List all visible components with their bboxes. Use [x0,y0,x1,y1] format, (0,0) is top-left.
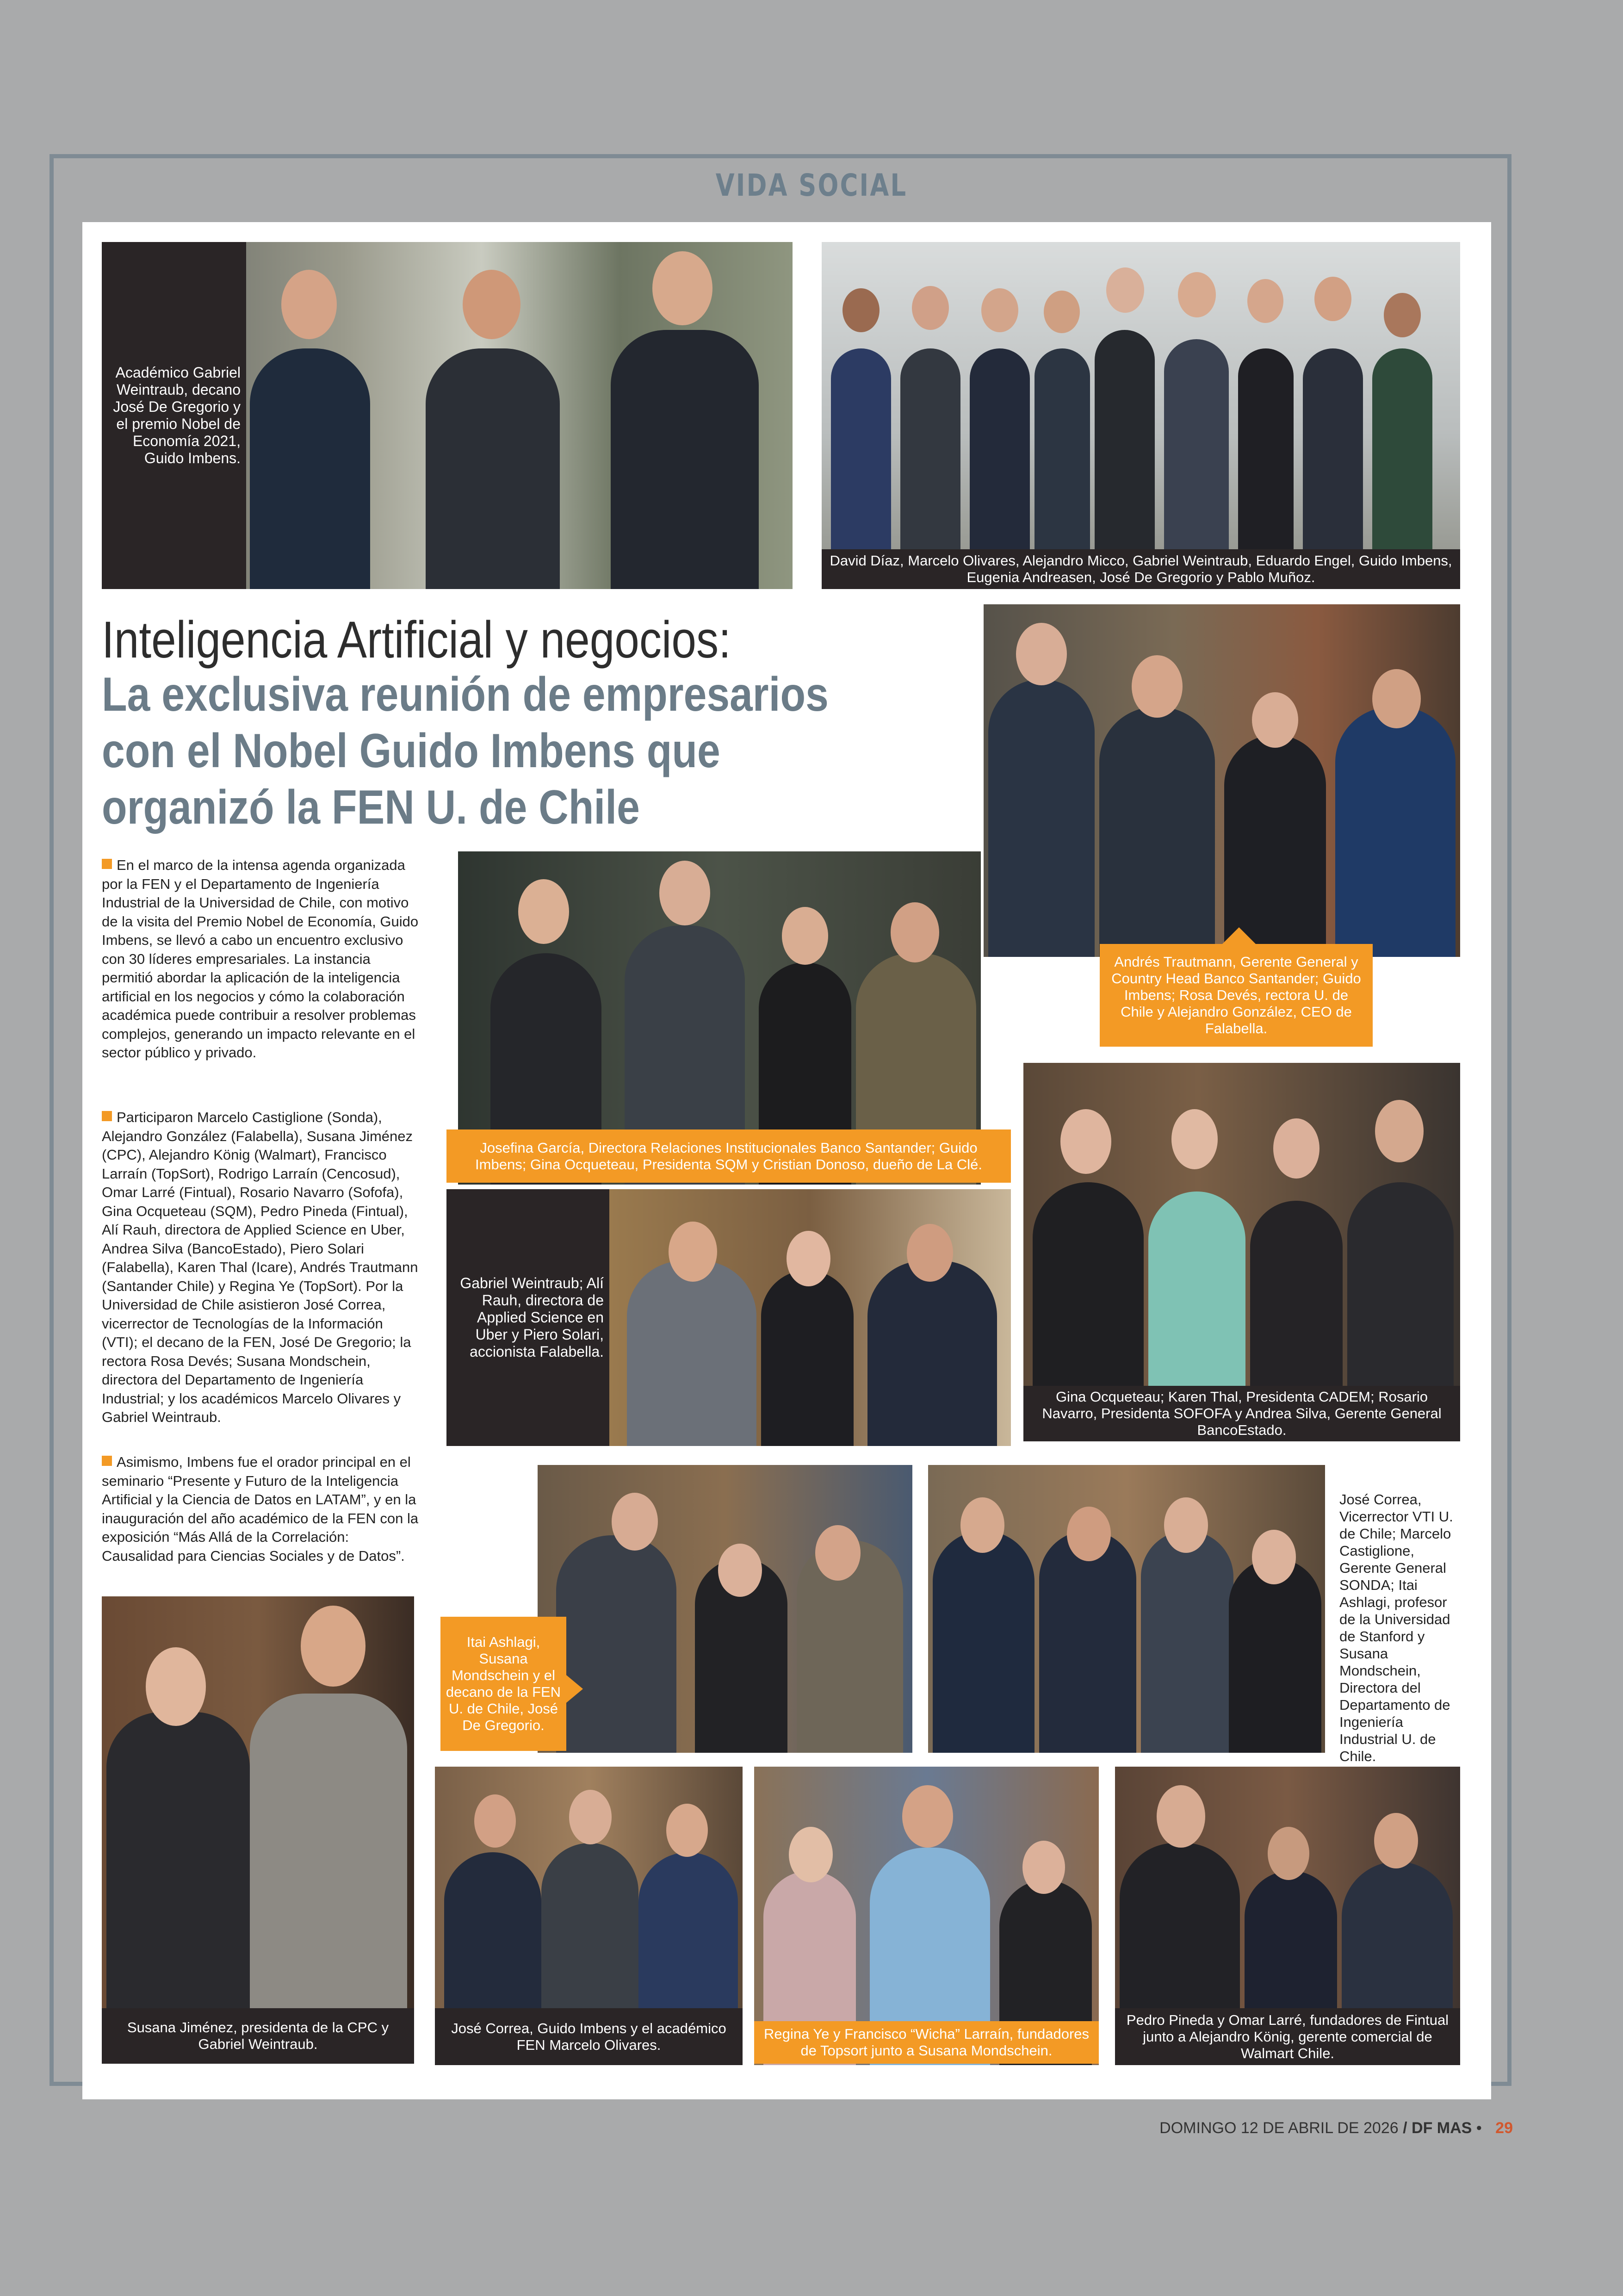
caption-photo-9 [102,2008,414,2064]
caption-text: Itai Ashlagi, Susana Mondschein y el decano de la FEN U. de Chile, José De Gregorio. [446,1634,561,1733]
caption-text: Susana Jiménez, presidenta de la CPC y Gabriel Weintraub. [127,2019,389,2052]
callout-notch [566,1675,583,1703]
photo-ashlagi-mondschein-degregorio [538,1465,912,1753]
photo-jimenez-weintraub [102,1596,414,2064]
caption-photo-2 [822,549,1460,589]
caption-photo-10 [435,2008,743,2065]
bullet-icon [102,859,112,869]
caption-photo-3 [1100,944,1373,1047]
section-title: VIDA SOCIAL [715,168,908,203]
caption-photo-7 [440,1617,566,1751]
page-number: 29 [1495,2119,1513,2137]
article-paragraph-1: En el marco de la intensa agenda organizada por la FEN y el Departamento de Ingeniería Industrial de la Universidad de Chile, con motivo de la visita del Premio Nobel de Economía, Guido Imbens, se llevó a cabo un encuentro exclusivo con 30 líderes empresariales. La instancia permitió abordar la aplicación de la inteligencia artificial en los negocios y cómo la colaboración académica puede contribuir a resolver problemas complejos, generando un impacto relevante en el sector público y privado. [102,857,419,1061]
bullet-icon [102,1111,112,1121]
article-paragraph-2: Participaron Marcelo Castiglione (Sonda), Alejandro González (Falabella), Susana Jiménez (CPC), Alejandro König (Walmart), Francisco Larraín (TopSort), Rodrigo Larraín (Cencosud), Omar Larré (Fintual), Rosario Navarro (Sofofa), Gina Ocqueteau (SQM), Pedro Pineda (Fintual), Alí Rauh, directora de Applied Science en Uber, Andrea Silva (BancoEstado), Piero Solari (Falabella), Karen Thal (Icare), Andrés Trautmann (Santander Chile) y Regina Ye (TopSort). Por la Universidad de Chile asistieron José Correa, vicerrector de Tecnologías de la Información (VTI); el decano de la FEN, José De Gregorio; la rectora Rosa Devés; Susana Mondschein, directora del Departamento de Ingeniería Industrial; y los académicos Marcelo Olivares y Gabriel Weintraub. [102,1109,418,1425]
footer-separator: / [1403,2119,1407,2137]
caption-text: José Correa, Guido Imbens y el académico FEN Marcelo Olivares. [451,2020,726,2053]
callout-notch [1221,927,1257,945]
caption-photo-12 [1115,2008,1460,2065]
caption-text: Pedro Pineda y Omar Larré, fundadores de Fintual junto a Alejandro König, gerente comercial de Walmart Chile. [1126,2011,1449,2061]
caption-text: Gabriel Weintraub; Alí Rauh, directora de Applied Science en Uber y Piero Solari, accionista Falabella. [460,1275,604,1360]
photo-correa-castiglione-ashlagi-mondschein [928,1465,1325,1753]
photo-ocqueteau-thal-navarro-silva [1023,1063,1460,1441]
headline-line1: Inteligencia Artificial y negocios: [102,611,731,669]
photo-trautmann-imbens-deves-gonzalez [984,604,1460,957]
photo-group-nine [822,242,1460,589]
caption-photo-4 [446,1129,1011,1183]
caption-text: Regina Ye y Francisco “Wicha” Larraín, fundadores de Topsort junto a Susana Mondschein. [763,2026,1090,2059]
caption-text: David Díaz, Marcelo Olivares, Alejandro Micco, Gabriel Weintraub, Eduardo Engel, Guido Imbens, Eugenia Andreasen, José De Gregorio y Pablo Muñoz. [830,552,1452,585]
photo-weintraub-rauh-solari [608,1189,1011,1446]
caption-photo-5 [446,1189,609,1446]
caption-text: Josefina García, Directora Relaciones Institucionales Banco Santander; Guido Imbens; Gina Ocqueteau, Presidenta SQM y Cristian Donoso, dueño de La Clé. [475,1139,982,1173]
page-footer [1159,2119,1513,2137]
caption-photo-8: José Correa, Vicerrector VTI U. de Chile; Marcelo Castiglione, Gerente General SONDA; Itai Ashlagi, profesor de la Universidad de Stanford y Susana Mondschein, Directora del Departamento de Ingeniería Industrial U. de Chile. [1339,1491,1453,1764]
caption-photo-11 [754,2021,1099,2064]
caption-photo-1 [102,242,246,589]
caption-text: Académico Gabriel Weintraub, decano José De Gregorio y el premio Nobel de Economía 2021, Guido Imbens. [113,364,241,466]
headline-line2: La exclusiva reunión de empresarios con el Nobel Guido Imbens que organizó la FEN U. de Chile [102,668,829,834]
article-paragraph-3: Asimismo, Imbens fue el orador principal en el seminario “Presente y Futuro de la Inteligencia Artificial y la Ciencia de Datos en LATAM”, y en la inauguración del año académico de la FEN con la exposición “Más Allá de la Correlación: Causalidad para Ciencias Sociales y de Datos”. [102,1454,419,1564]
caption-text: Gina Ocqueteau; Karen Thal, Presidenta CADEM; Rosario Navarro, Presidenta SOFOFA y Andrea Silva, Gerente General BancoEstado. [1042,1389,1442,1438]
bullet-icon [102,1456,112,1466]
footer-date: DOMINGO 12 DE ABRIL DE 2026 [1159,2119,1399,2137]
footer-publication: DF MAS [1412,2119,1472,2137]
caption-photo-6 [1023,1386,1460,1441]
footer-dot: • [1476,2119,1482,2137]
photo-ye-larrain-mondschein [754,1767,1099,2065]
caption-text: Andrés Trautmann, Gerente General y Country Head Banco Santander; Guido Imbens; Rosa Devés, rectora U. de Chile y Alejandro González, CEO de Falabella. [1111,954,1361,1036]
